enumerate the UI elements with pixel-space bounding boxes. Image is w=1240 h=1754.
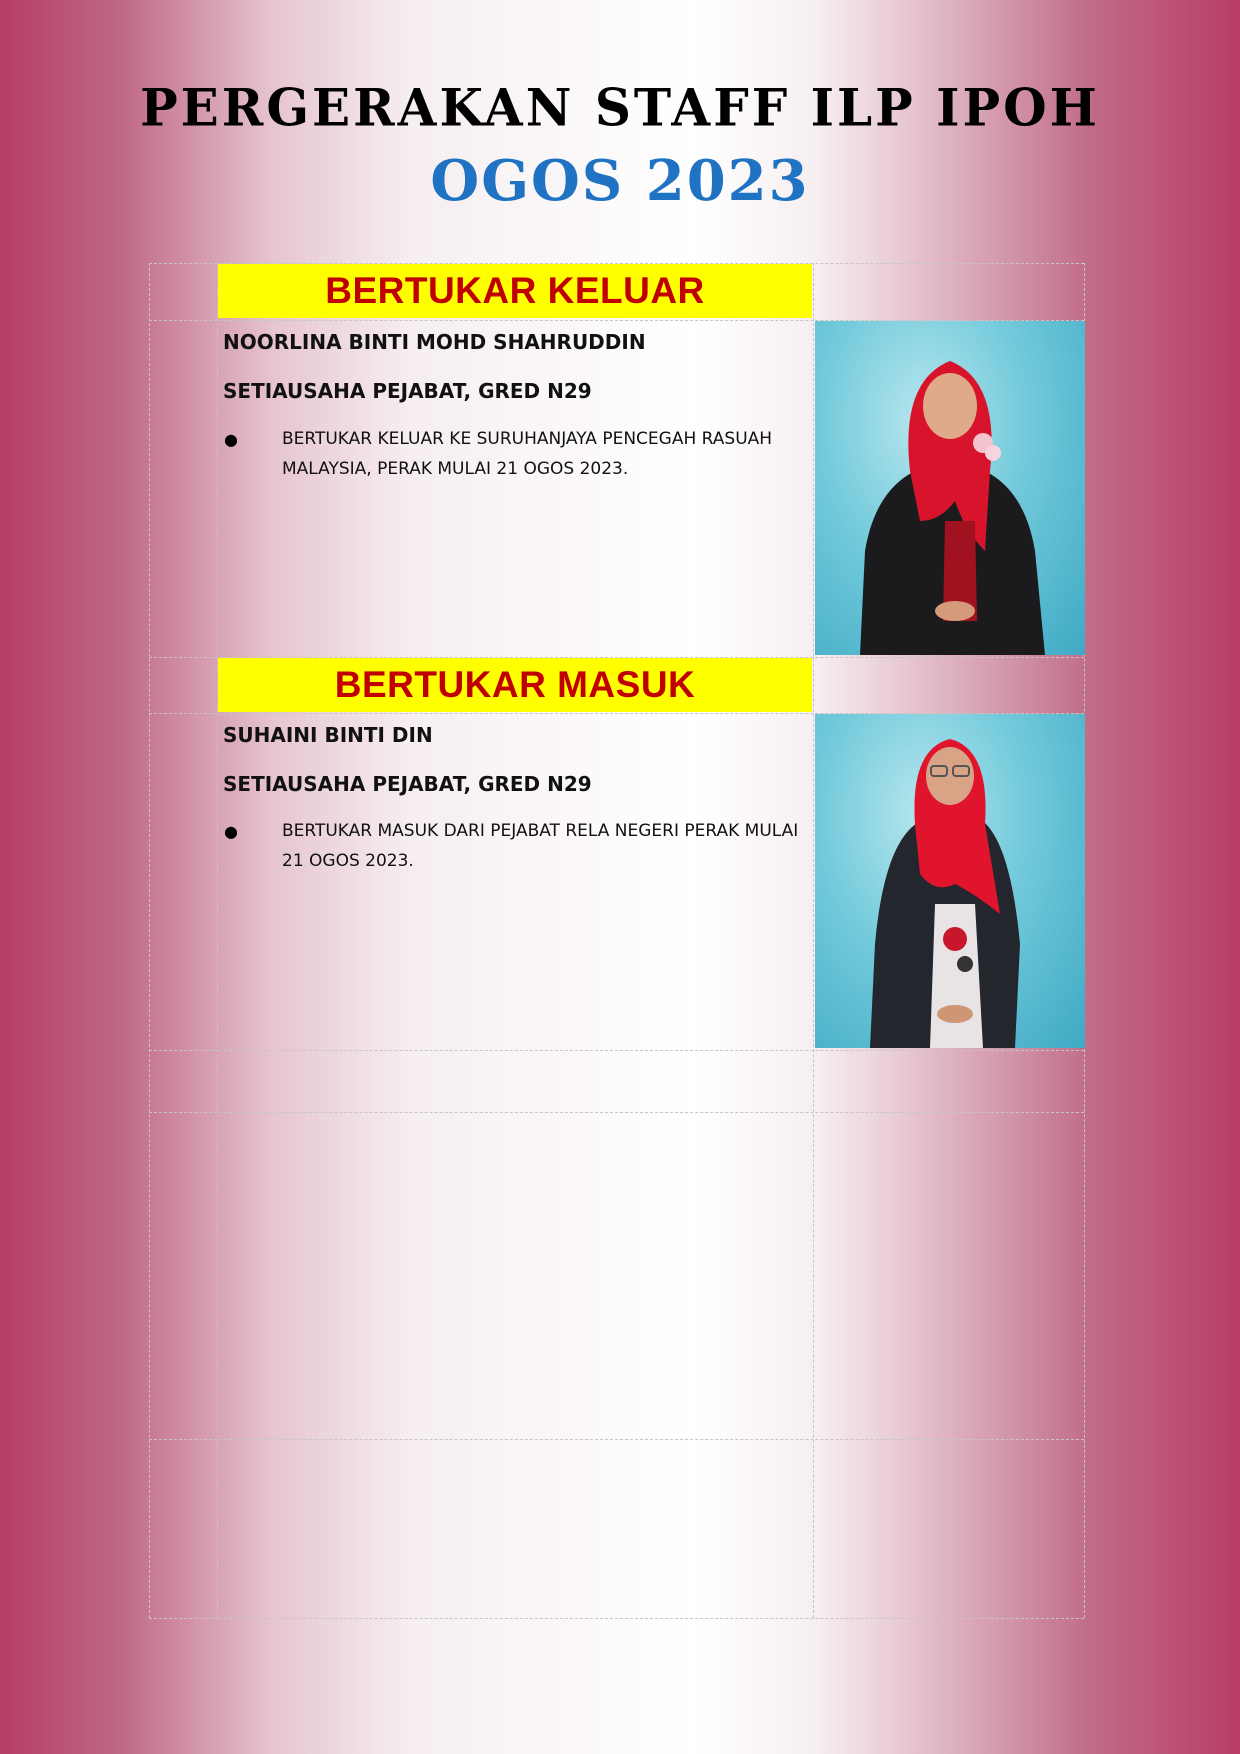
staff-name: SUHAINI BINTI DIN xyxy=(223,723,433,747)
bullet-icon: ● xyxy=(224,430,238,449)
staff-photo xyxy=(815,321,1085,655)
staff-post: SETIAUSAHA PEJABAT, GRED N29 xyxy=(223,772,592,796)
page-date: OGOS 2023 xyxy=(430,148,810,214)
page-title: PERGERAKAN STAFF ILP IPOH xyxy=(140,77,1100,138)
bullet-icon: ● xyxy=(224,822,238,841)
staff-photo xyxy=(815,714,1085,1048)
transfer-in-banner: BERTUKAR MASUK xyxy=(218,658,812,712)
transfer-detail: BERTUKAR MASUK DARI PEJABAT RELA NEGERI PERAK MULAI 21 OGOS 2023. xyxy=(282,821,799,871)
staff-name: NOORLINA BINTI MOHD SHAHRUDDIN xyxy=(223,330,646,354)
staff-post: SETIAUSAHA PEJABAT, GRED N29 xyxy=(223,379,592,403)
transfer-out-banner: BERTUKAR KELUAR xyxy=(218,264,812,318)
transfer-detail: BERTUKAR KELUAR KE SURUHANJAYA PENCEGAH RASUAH MALAYSIA, PERAK MULAI 21 OGOS 2023. xyxy=(282,429,773,479)
